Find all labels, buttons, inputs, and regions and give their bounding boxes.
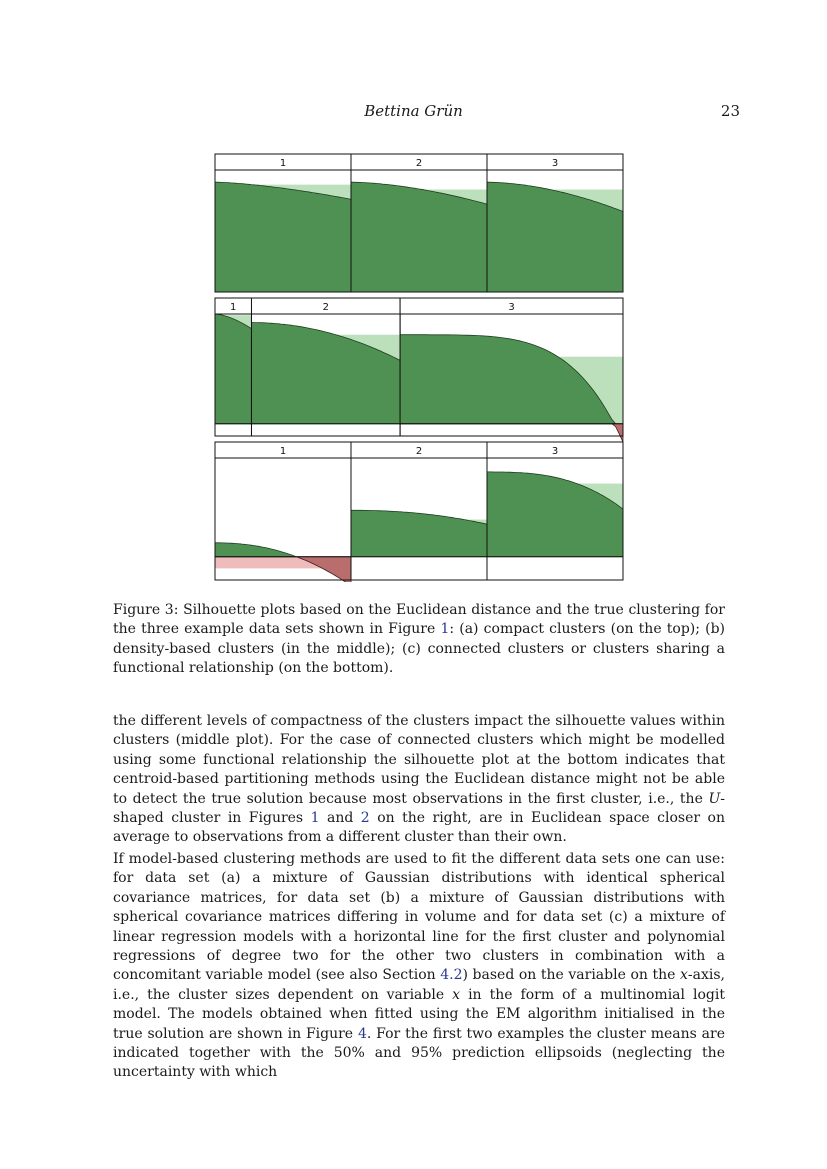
p2-text-a: If model-based clustering methods are used to fit the different data sets one can use: for data set (a) a mixture of Gaussian distributions with identical spherical covariance matrices, for data set (b) a mixture of Gaussian distributions with spherical covariance matrices differing in volume and for data set (c) a mixture of linear regression models with a horizontal line for the first cluster and polynomial regressions of degree two for the other two clusters in combination with a concomitant variable model (see also Section bbox=[113, 851, 725, 984]
panel-connected-strip-label-2: 2 bbox=[415, 446, 423, 457]
panel-compact-strip-label-2: 2 bbox=[415, 158, 423, 169]
body-paragraph-1 bbox=[113, 712, 725, 848]
p1-figure-ref-1[interactable]: 1 bbox=[310, 810, 320, 827]
panel-compact-strip-label-3: 3 bbox=[551, 158, 559, 169]
panel-compact-silhouette-positive-2 bbox=[351, 182, 487, 292]
panel-connected-strip-label-3: 3 bbox=[551, 446, 559, 457]
p2-text-d: in the form of a multinomial logit model. The models obtained when fitted using the EM algorithm initialised in the true solution are shown in Figure bbox=[113, 986, 725, 1042]
figure-caption bbox=[113, 601, 725, 679]
p1-u-symbol: U bbox=[708, 790, 721, 807]
p1-text-and: and bbox=[319, 810, 361, 827]
caption-figure-ref[interactable]: 1 bbox=[440, 621, 450, 638]
caption-label: Figure 3: bbox=[113, 602, 179, 618]
panel-compact-strip-label-1: 1 bbox=[279, 158, 287, 169]
p1-text-c: on the right, are in Euclidean space closer on average to observations from a different cluster than their own. bbox=[113, 810, 725, 846]
caption-text-before: Silhouette plots based on the Euclidean distance and the true clustering for the three example data sets shown in Figure bbox=[113, 602, 725, 638]
p2-text-b: ) based on the variable on the bbox=[462, 967, 680, 984]
p1-text-a: the different levels of compactness of the clusters impact the silhouette values within clusters (middle plot). For the case of connected clusters which might be modelled using some functional relationship the silhouette plot at the bottom indicates that centroid-based partitioning methods using the Euclidean distance might not be able to detect the true solution because most observations in the first cluster, i.e., the bbox=[113, 713, 725, 807]
panel-density-silhouette-negative-3 bbox=[400, 424, 623, 442]
panel-density-strip-label-2: 2 bbox=[322, 302, 329, 313]
p2-x-symbol-1: x bbox=[679, 967, 688, 984]
panel-density-silhouette-positive-1 bbox=[215, 314, 252, 424]
p1-text-b: -shaped cluster in Figures bbox=[113, 790, 725, 827]
p2-section-ref[interactable]: 4.2 bbox=[440, 967, 463, 984]
p2-text-e: . For the first two examples the cluster means are indicated together with the 50% and 95% prediction ellipsoids (neglecting the uncertainty with which bbox=[113, 1025, 726, 1081]
panel-connected-strip-label-1: 1 bbox=[279, 446, 287, 457]
panel-density-strip-label-1: 1 bbox=[230, 302, 237, 313]
panel-connected-silhouette-positive-1 bbox=[215, 543, 351, 557]
panel-density-strip-label-3: 3 bbox=[508, 302, 515, 313]
panel-compact-silhouette-positive-1 bbox=[215, 182, 351, 292]
p2-x-symbol-2: x bbox=[452, 986, 461, 1003]
panel-connected-silhouette-positive-2 bbox=[351, 510, 487, 556]
p2-figure-ref[interactable]: 4 bbox=[357, 1025, 367, 1042]
body-paragraph-2 bbox=[113, 850, 725, 1083]
p2-text-c: -axis, i.e., the cluster sizes dependent on variable bbox=[113, 967, 725, 1003]
p1-figure-ref-2[interactable]: 2 bbox=[360, 810, 370, 827]
running-head-author: Bettina Grün bbox=[364, 102, 463, 120]
page-number: 23 bbox=[720, 102, 740, 120]
caption-text-after: : (a) compact clusters (on the top); (b) density-based clusters (in the middle); (c) connected clusters or clusters sharing a functional relationship (on the bottom). bbox=[113, 621, 726, 677]
silhouette-figure bbox=[212, 152, 626, 582]
